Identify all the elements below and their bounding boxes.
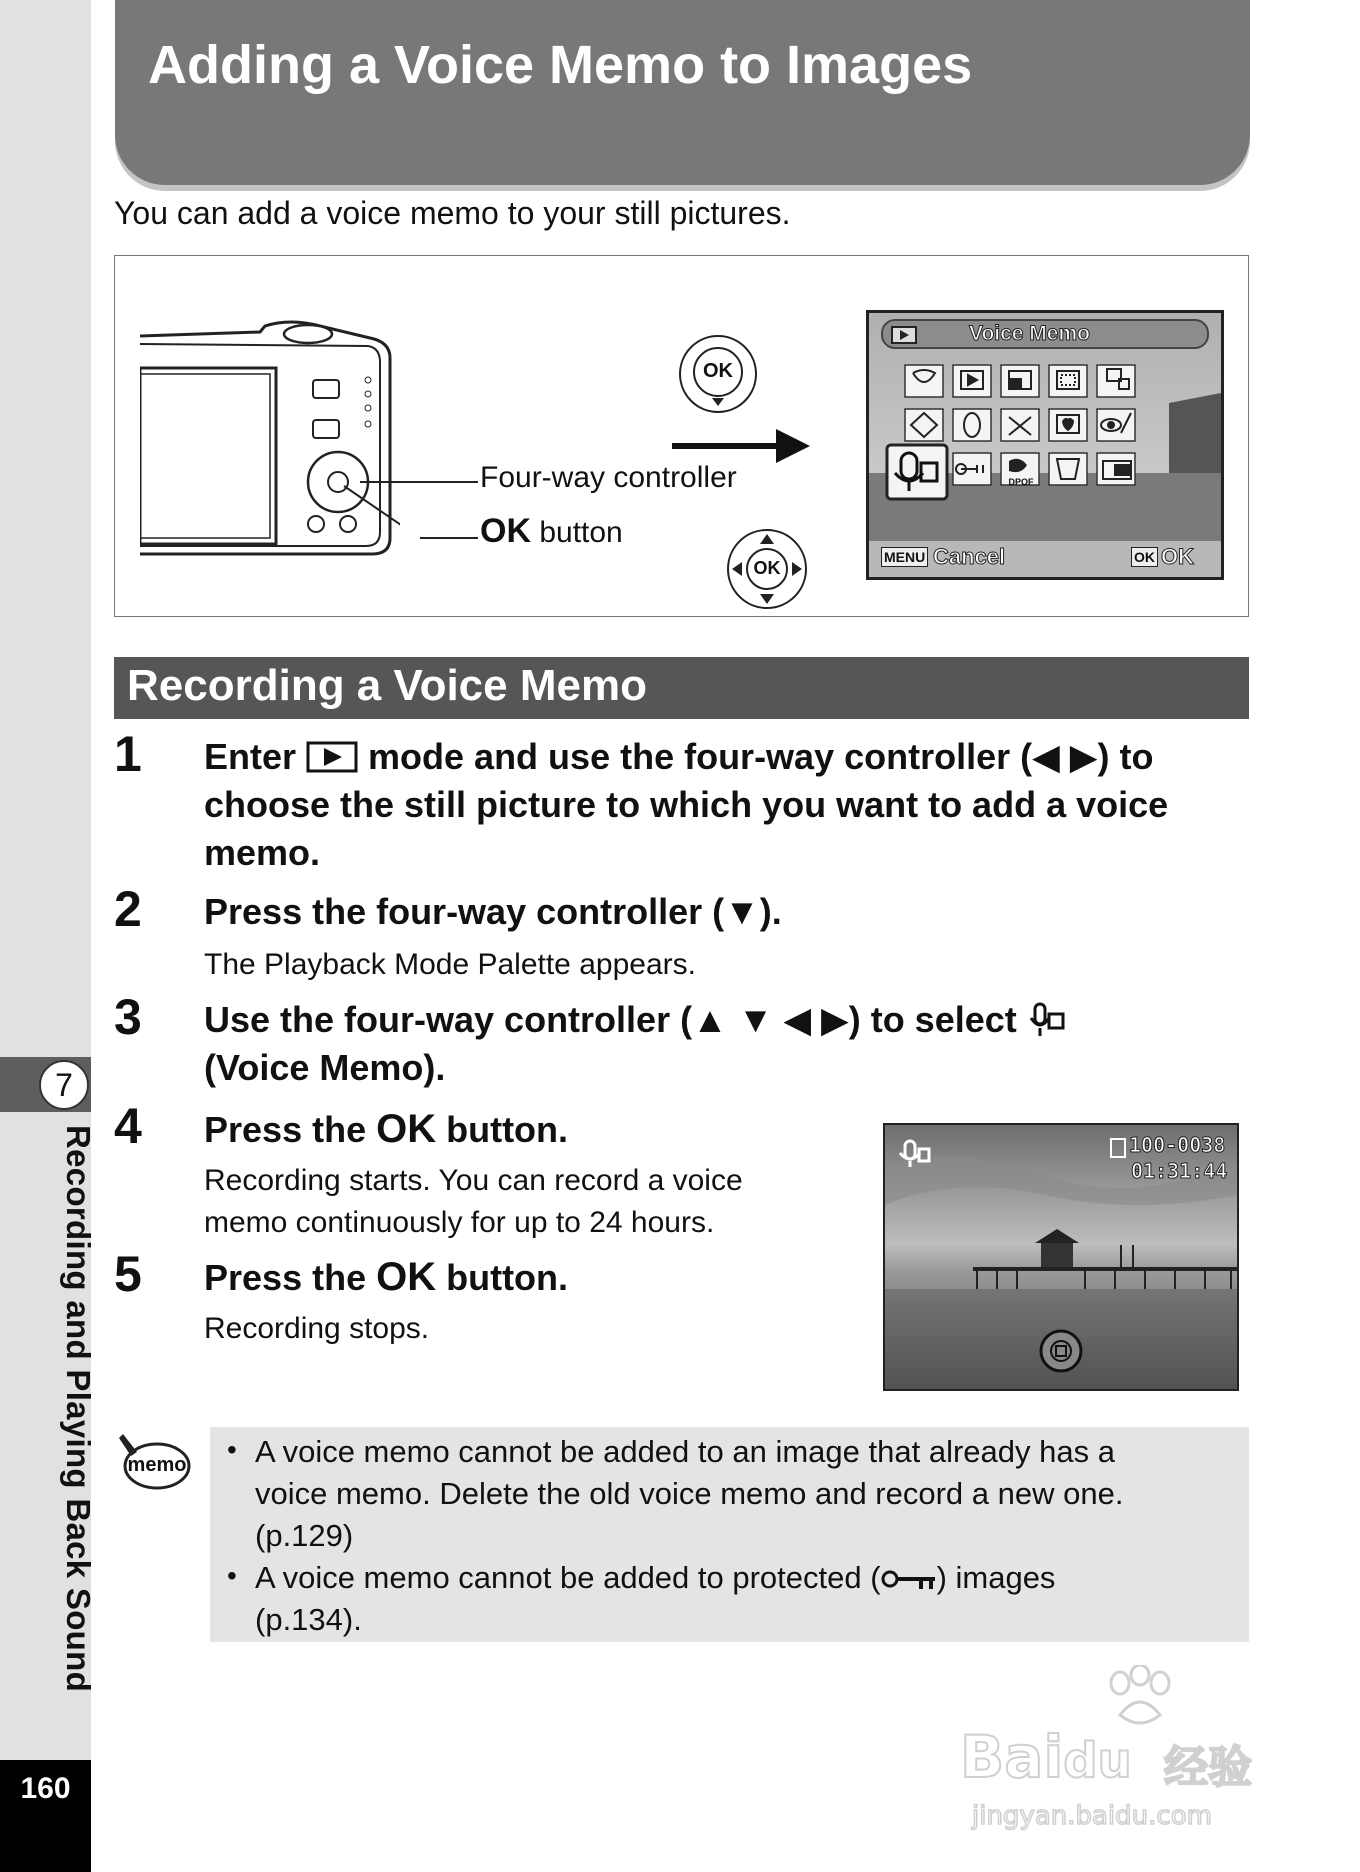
- watermark-brand-a: Bai: [960, 1723, 1064, 1791]
- palette-title: Voice Memo: [969, 322, 1090, 345]
- callout-lines: [360, 470, 480, 550]
- chapter-number: 7: [39, 1060, 89, 1110]
- memo-item-2-text-a: A voice memo cannot be added to protected (: [255, 1560, 881, 1595]
- memo-icon-text: memo: [127, 1454, 187, 1476]
- ok-key: OK: [1131, 547, 1158, 567]
- four-way-controller-label: Four-way controller: [480, 461, 737, 494]
- step-4-ok: OK: [376, 1107, 437, 1151]
- step-5-head-b: button.: [436, 1257, 569, 1298]
- memo-bullet-2: •: [227, 1560, 237, 1591]
- voice-memo-icon: [1027, 1002, 1067, 1038]
- step-2-number: 2: [114, 881, 142, 937]
- step-1-line-1: [204, 733, 1153, 781]
- step-3-line-2: (Voice Memo).: [204, 1047, 446, 1088]
- memo-item-1-line-1: A voice memo cannot be added to an image that already has a: [255, 1434, 1115, 1469]
- ok-label-rest: button: [531, 516, 623, 549]
- ok-label-bold: OK: [480, 512, 531, 550]
- palette-icon-grid: [869, 313, 1221, 577]
- step-2-body: The Playback Mode Palette appears.: [204, 948, 696, 981]
- watermark-brand-b: du: [1063, 1733, 1132, 1789]
- step-5-head-a: Press the: [204, 1257, 377, 1298]
- step-5-ok: OK: [376, 1255, 437, 1299]
- memo-item-2-line-2: (p.134).: [255, 1602, 362, 1637]
- memo-item-2-text-b: ) images: [936, 1560, 1056, 1595]
- watermark-cn: 经验: [1164, 1742, 1252, 1793]
- page-title: Adding a Voice Memo to Images: [148, 35, 973, 95]
- page-number: 160: [20, 1772, 71, 1805]
- step-4-head-b: button.: [436, 1109, 569, 1150]
- step-3-number: 3: [114, 989, 142, 1045]
- memo-item-1-line-3: (p.129): [255, 1518, 354, 1553]
- ok-button-label: [480, 512, 623, 551]
- section-title: Recording a Voice Memo: [127, 661, 647, 710]
- step-5-number: 5: [114, 1246, 142, 1302]
- intro-text: You can add a voice memo to your still pictures.: [114, 195, 791, 231]
- menu-key: MENU: [881, 547, 928, 567]
- recording-screen-photo: [883, 1123, 1239, 1391]
- protect-key-icon: [881, 1567, 937, 1591]
- step-4-body-2: memo continuously for up to 24 hours.: [204, 1206, 715, 1239]
- step-3-text: Use the four-way controller (▲ ▼ ◀ ▶) to select: [204, 999, 1027, 1040]
- step-5-heading: [204, 1253, 568, 1302]
- watermark-url: jingyan.baidu.com: [972, 1801, 1212, 1831]
- ok-button-icon-text: OK: [703, 360, 733, 382]
- palette-screen: [866, 310, 1224, 580]
- step-2-heading: Press the four-way controller (▼).: [204, 891, 782, 932]
- memo-bullet-1: •: [227, 1434, 237, 1465]
- baidu-watermark: [960, 1665, 1280, 1835]
- step-1-text-a: Enter: [204, 736, 307, 777]
- four-way-ok-icon-text: OK: [753, 558, 781, 578]
- step-5-body: Recording stops.: [204, 1312, 430, 1345]
- step-1-line-2: choose the still picture to which you want to add a voice: [204, 784, 1169, 825]
- playback-icon: [306, 741, 358, 773]
- step-1-text-b: mode and use the four-way controller (◀ ▶) to: [358, 736, 1154, 777]
- cancel-label: Cancel: [933, 544, 1006, 569]
- step-1-number: 1: [114, 726, 142, 782]
- step-4-head-a: Press the: [204, 1109, 377, 1150]
- memo-item-1-line-2: voice memo. Delete the old voice memo and record a new one.: [255, 1476, 1124, 1511]
- step-4-body-1: Recording starts. You can record a voice: [204, 1164, 743, 1197]
- right-arrow-icon: [672, 425, 812, 467]
- step-1-line-3: memo.: [204, 832, 321, 873]
- ok-label: OK: [1161, 544, 1194, 569]
- step-3-line-1: [204, 996, 1067, 1044]
- recording-timer: 01:31:44: [1131, 1159, 1228, 1183]
- step-4-number: 4: [114, 1098, 142, 1154]
- step-4-heading: [204, 1105, 568, 1154]
- chapter-title: Recording and Playing Back Sound: [60, 1125, 97, 1693]
- dpof-icon: DPOF: [1008, 477, 1034, 487]
- watermark-brand: [960, 1723, 1132, 1791]
- memo-item-2-line-1: [255, 1557, 1055, 1599]
- file-number: 100-0038: [1129, 1133, 1226, 1157]
